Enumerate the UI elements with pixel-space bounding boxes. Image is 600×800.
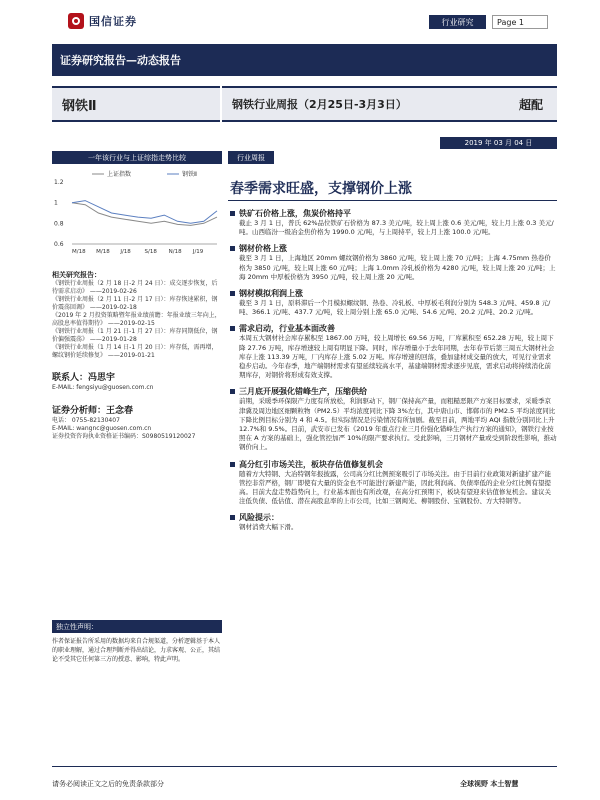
section-text: 随着方大特钢、大冶特钢年报披露，公司高分红比例预案吸引了市场关注。由于目前行业政策对新建扩建产能管控非常严格，钢厂即使有大量的资金也不可能进行新建产能，因此利润高、负债率低的企业分红比例有望提高。目前大盘走势趋势向上，行业基本面也有所改观，在高分红预期下，板块有望迎来估值修复机会。建议关注低负债、低估值、潜在高股息率的上市公司，比如三钢闽光、柳钢股份、宝钢股份、方大特钢等。 — [239, 469, 551, 506]
section-title — [230, 208, 557, 219]
analyst-label: 证券分析师： — [52, 406, 107, 416]
chart-heading: 一年该行业与上证综指走势比较 — [52, 151, 222, 164]
series-line-2 — [72, 201, 217, 224]
headline: 春季需求旺盛，支撑钢价上涨 — [230, 181, 412, 197]
section-title-text: 风险提示： — [239, 513, 279, 523]
analyst-name: 王念春 — [106, 406, 134, 416]
section — [230, 323, 557, 380]
rating: 超配 — [518, 97, 543, 112]
liaison-line — [52, 365, 222, 384]
bullet-icon — [230, 291, 235, 296]
report-type-tag: 行业研究 — [429, 15, 486, 29]
section-title — [230, 323, 557, 334]
section-text: 前期，采暖季环保限产力度有所放松，利润驱动下，钢厂保持高产量，而粗糙恶限产方案目标要求，采暖季京津冀及周边地区细颗粒物（PM2.5）平均浓度同比下降 3%左右，其中唐山市、邯郸市的 PM2.5 平均浓度同比下降比例目标分别为 4 和 4.5。但实际情况是污染情况有所加剧。截至目前，两地平均 AQI 指数分别同比上升 12.7%和 9.5%。目前，武安市已发布《2019 年重点行业三月份强化错峰生产执行方案的通知》，钢铁行业按照在 A 方案的基础上，强化管控加严 10%的限产要求执行。受此影响，三月钢材产量或受到阶段性影响，推动钢价向上。 — [239, 397, 557, 452]
x-tick-label: N/18 — [168, 249, 182, 255]
related-report-item[interactable]: 《2019 年 2 月投资策略暨年报业绩前瞻：年报业绩三年向上，高股息率值得期待》 ——2019-02-15 — [52, 312, 221, 327]
bullet-icon — [230, 389, 235, 394]
section-title-text: 钢材模拟利润上涨 — [239, 289, 303, 299]
footer-divider — [52, 766, 557, 767]
x-tick-label: S/18 — [144, 249, 157, 255]
section — [230, 512, 557, 532]
section-text: 截至 3 月 1 日，上海地区 20mm 螺纹钢价格为 3860 元/吨，较上周上涨 70 元/吨；上海 4.75mm 热卷价格为 3850 元/吨，较上周上涨 60 元/吨；上海 1.0mm 冷轧板价格为 4280 元/吨，较上周上涨 20 元/吨；上海 20mm 中厚板价格为 3950 元/吨，较上周上涨 20 元/吨。 — [239, 254, 556, 281]
y-tick-label: 0.8 — [54, 220, 64, 228]
bullet-icon — [230, 246, 235, 251]
trend-chart — [52, 168, 222, 260]
disclaimer-text: 作者保证报告所采用的数据均来自合规渠道，分析逻辑基于本人的职业理解，通过合理判断并得出结论，力求客观、公正，其结论不受其它任何第三方的授意、影响，特此声明。 — [52, 638, 221, 663]
brand-name: 国信证券 — [89, 15, 137, 28]
y-tick-label: 1.2 — [54, 179, 64, 186]
sector-name: 钢铁Ⅱ — [52, 86, 220, 122]
x-tick-label: J/18 — [120, 249, 131, 255]
trend-chart-svg — [52, 168, 222, 260]
legend-label: 上证指数 — [107, 171, 132, 178]
analyst-email[interactable]: E-MAIL: wangnc@guosen.com.cn — [52, 425, 152, 432]
report-body — [230, 208, 557, 539]
divider — [228, 200, 557, 201]
contact-block — [52, 365, 222, 441]
bullet-icon — [230, 211, 235, 216]
analyst-phone: 电话： 0755-82130407 — [52, 417, 120, 424]
section-title — [230, 512, 557, 523]
section-title — [230, 288, 557, 299]
x-tick-label: J/19 — [192, 249, 204, 255]
section-title-text: 三月底开展强化错峰生产，压缩供给 — [239, 387, 367, 397]
x-tick-label: M/18 — [96, 249, 110, 255]
liaison-email[interactable]: E-MAIL: fengsiyu@guosen.com.cn — [52, 384, 154, 391]
bullet-icon — [230, 515, 235, 520]
weekly-tag: 行业周报 — [228, 151, 274, 164]
series-line-1 — [72, 203, 217, 226]
footer-slogan: 全球视野 本土智慧 — [460, 780, 519, 788]
related-report-item[interactable]: 《钢铁行业周报（2 月 11 日-2 月 17 日）：库存恢速累积，钢价震荡回调》 ——2019-02-18 — [52, 296, 218, 311]
section-title — [230, 243, 557, 254]
section-title-text: 钢材价格上涨 — [239, 244, 287, 254]
report-date: 2019 年 03 月 04 日 — [440, 137, 557, 149]
brand-logo — [68, 10, 158, 32]
y-tick-label: 1 — [54, 199, 58, 207]
section — [230, 208, 557, 237]
section-text: 钢材消费大幅下滑。 — [239, 523, 298, 532]
related-reports — [52, 270, 222, 360]
related-report-item[interactable]: 《钢铁行业周报（1 月 21 日-1 月 27 日）：库存同期低位，钢价偏强震荡》 ——2019-01-28 — [52, 328, 218, 343]
section-text: 截至 3 月 1 日，原料滞后一个月模拟螺纹钢、热卷、冷轧板、中厚板毛利润分别为 548.3 元/吨、459.8 元/吨、366.1 元/吨、437.7 元/吨，较上周分别上涨 65.0 元/吨、54.6 元/吨、20.2 元/吨、20.2 元/吨。 — [239, 299, 551, 317]
page-number: Page 1 — [492, 15, 548, 29]
y-tick-label: 0.6 — [54, 241, 64, 248]
cert-number: 证券投资咨询执业资格证书编码：S0980519120027 — [52, 433, 196, 440]
x-tick-label: M/18 — [72, 249, 86, 255]
section-title — [230, 386, 557, 397]
report-series-band: 证券研究报告—动态报告 — [52, 44, 557, 76]
section-title-text: 高分红引市场关注，板块存估值修复机会 — [239, 459, 383, 469]
section — [230, 386, 557, 452]
liaison-label: 联系人： — [52, 373, 89, 383]
section — [230, 288, 557, 317]
section-title-text: 铁矿石价格上涨，焦炭价格持平 — [239, 209, 351, 218]
related-reports-heading: 相关研究报告： — [52, 271, 101, 279]
liaison-name: 冯思宇 — [88, 373, 116, 383]
section — [230, 459, 557, 507]
bullet-icon — [230, 462, 235, 467]
related-report-item[interactable]: 《钢铁行业周报（2 月 18 日-2 月 24 日）：成交逐步恢复，后待需求启动》 ——2019-02-26 — [52, 280, 218, 295]
footer-disclaimer: 请务必阅读正文之后的免责条款部分 — [52, 780, 164, 788]
related-report-item[interactable]: 《钢铁行业周报（1 月 14 日-1 月 20 日）：库存低，需再增，螺纹钢价延续修复》 ——2019-01-21 — [52, 344, 218, 359]
analyst-line — [52, 398, 222, 417]
section-title-text: 需求启动，行业基本面改善 — [239, 324, 335, 334]
bullet-icon — [230, 326, 235, 331]
report-title-box — [222, 86, 557, 122]
report-title: 钢铁行业周报（2月25日-3月3日） — [232, 98, 407, 111]
section-text: 截止 3 月 1 日，普氏 62%品位铁矿石价格为 87.3 美元/吨，较上周上涨 0.6 美元/吨，较上月上涨 0.3 美元/吨。山西临汾一级冶金焦价格为 1990.0 元/吨，与上周持平，较上月上涨 100.0 元/吨。 — [239, 219, 554, 237]
section-title — [230, 459, 557, 470]
section-text: 本周五大钢材社会库存累积至 1867.00 万吨，较上周增长 69.56 万吨，厂库累积至 652.28 万吨，较上周下降 27.76 万吨，库存增速较上周有明显下降。同时，库存增量小于去年同期，去年春节后第三周五大钢材社会库存上涨 113.39 万吨，厂内库存上涨 5.02 万吨。库存增速的回落，叠加建材成交量的放大，可见行业需求稳步启动。今年春季，地产端钢材需求有望延续较高水平，基建端钢材需求逐步见底，需求启动将持续消化前期库存，对钢价将形成有效支撑。 — [239, 334, 555, 380]
section — [230, 243, 557, 282]
logo-icon — [68, 13, 84, 29]
independence-statement — [52, 620, 222, 664]
legend-label: 钢铁Ⅱ — [182, 171, 197, 178]
disclaimer-heading: 独立性声明： — [52, 620, 222, 633]
